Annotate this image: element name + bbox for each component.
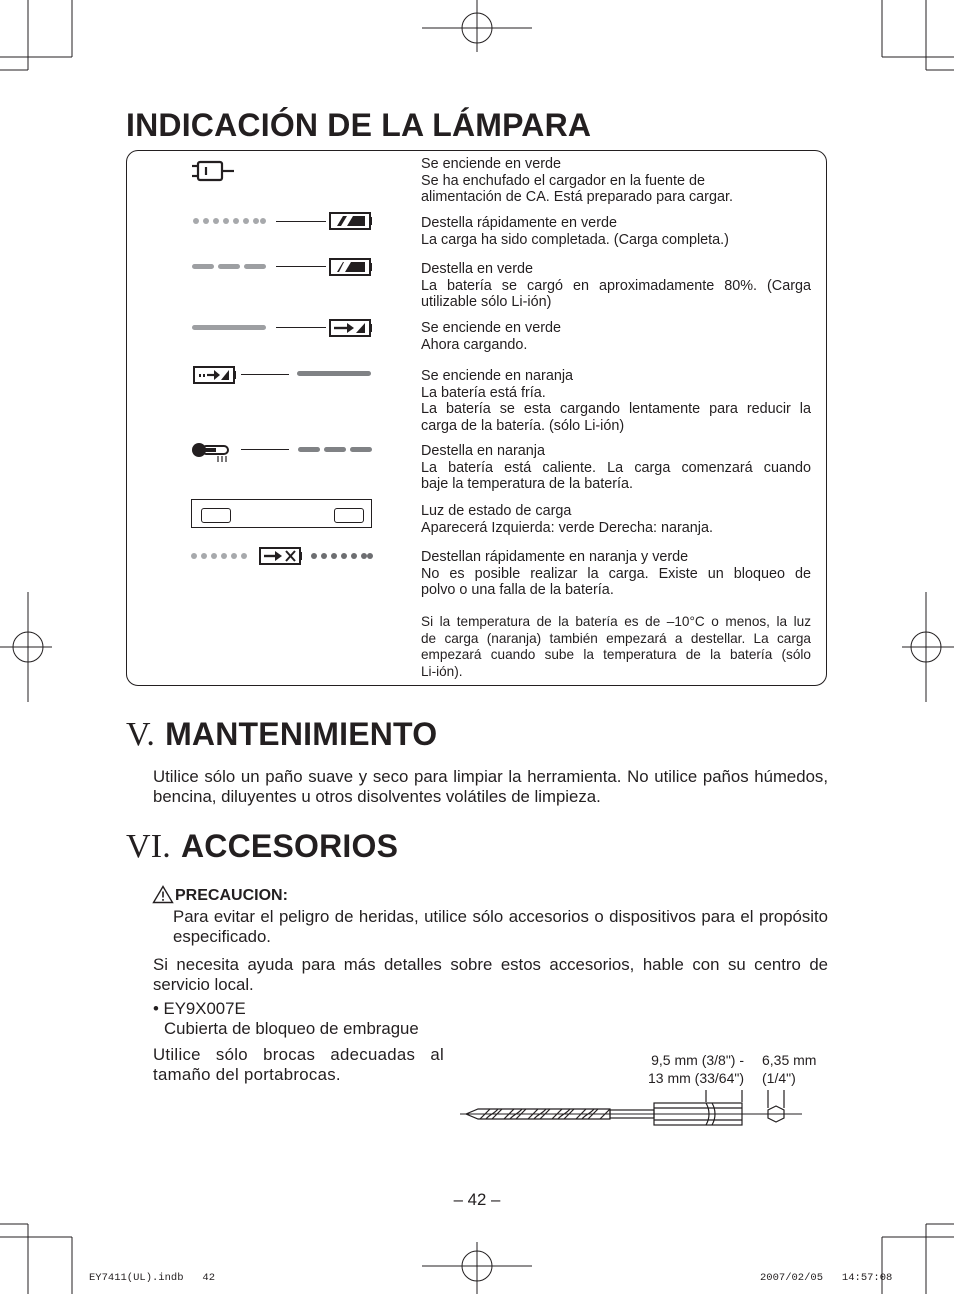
dim-label-hex: 6,35 mm (1/4") [762,1052,817,1086]
maintenance-title: MANTENIMIENTO [165,716,438,752]
item-code: • EY9X007E [153,999,246,1018]
lamp-temperature-note: Si la temperatura de la batería es de –10°C o menos, la luz de carga (naranja) también empezará a destellar. La carga empezará cuando sube la temperatura de la batería (sólo Li-ión). [421,614,811,679]
lamp-row-6: Destella en naranja La batería está caliente. La carga comenzará cuando baje la temperatura de la batería. [421,443,811,493]
bit-text: Utilice sólo brocas adecuadas al tamaño del portabrocas. [153,1045,444,1084]
accessories-heading [126,828,398,866]
footer-file-info: EY7411(UL).indb 42 [89,1272,216,1284]
warning-triangle-icon [152,885,174,904]
right-light-orange [334,508,364,523]
accessories-title: ACCESORIOS [180,828,399,864]
battery-charging-icon [329,319,373,337]
lamp-row-3: Destella en verde La batería se cargó en aproximadamente 80%. (Carga utilizable sólo Li-ión) [421,261,811,311]
battery-error-icon [259,547,303,565]
item-description: Cubierta de bloqueo de embrague [164,1019,419,1038]
charge-status-lights [191,499,372,528]
maintenance-numeral: V. [126,716,156,753]
battery-full-icon [329,212,373,230]
maintenance-text: Utilice sólo un paño suave y seco para limpiar la herramienta. No utilice paños húmedos, bencina, diluyentes u otros disolventes volátiles de limpieza. [153,767,828,806]
maintenance-heading [126,716,437,754]
lamp-row-2: Destella rápidamente en verde La carga ha sido completada. (Carga completa.) [421,215,729,248]
drill-bit-diagram [460,1088,805,1133]
caution-label: PRECAUCION: [175,887,288,904]
lamp-row-7: Luz de estado de carga Aparecerá Izquierda: verde Derecha: naranja. [421,503,713,536]
battery-80-icon [329,258,373,276]
thermometer-hot-icon [190,438,236,464]
caution-text: Para evitar el peligro de heridas, utilice sólo accesorios o dispositivos para el propósito especificado. [173,907,828,946]
help-text: Si necesita ayuda para más detalles sobre estos accesorios, hable con su centro de servicio local. [153,955,828,994]
lamp-row-5: Se enciende en naranja La batería está fría. La batería se esta cargando lentamente para reducir la carga de la batería. (sólo Li-ión) [421,368,811,434]
lamp-section-title: INDICACIÓN DE LA LÁMPARA [126,107,592,143]
accessories-numeral: VI. [126,828,171,865]
battery-cold-icon [193,366,237,384]
page-number: – 42 – [453,1190,501,1209]
lamp-row-4: Se enciende en verde Ahora cargando. [421,320,562,353]
plug-icon [190,157,236,185]
solid-indicator [192,325,266,330]
footer-datetime: 2007/02/05 14:57:08 [760,1272,893,1284]
lamp-row-1: Se enciende en verde Se ha enchufado el cargador en la fuente de alimentación de CA. Está preparado para cargar. [421,156,733,206]
lamp-row-8: Destellan rápidamente en naranja y verde No es posible realizar la carga. Existe un bloqueo de polvo o una falla de la batería. [421,549,811,599]
dim-label-chuck: 9,5 mm (3/8") - 13 mm (33/64") [647,1052,744,1086]
left-light-green [201,508,231,523]
orange-solid-indicator [297,371,371,376]
